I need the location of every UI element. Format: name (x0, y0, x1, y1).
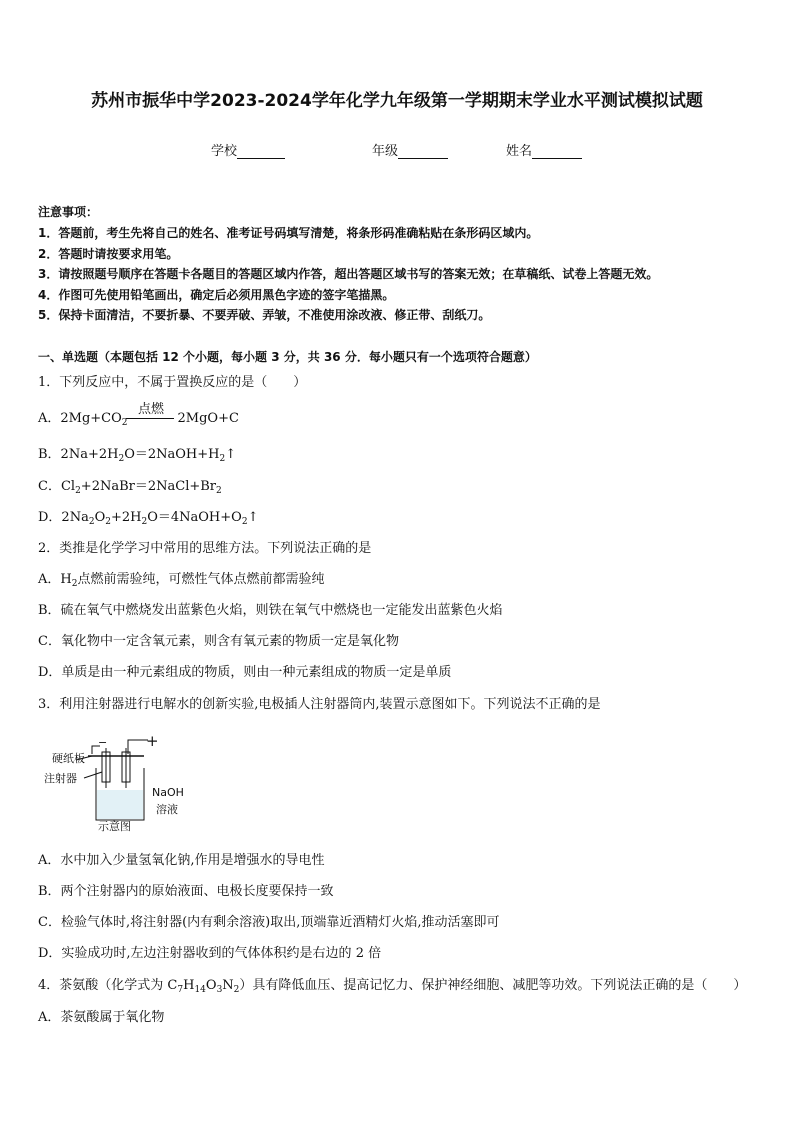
notice-item-2: 2．答题时请按要求用笔。 (38, 247, 179, 261)
q4-option-a[interactable]: A．茶氨酸属于氧化物 (38, 1010, 165, 1025)
q2-option-b[interactable]: B．硫在氧气中燃烧发出蓝紫色火焰，则铁在氧气中燃烧也一定能发出蓝紫色火焰 (38, 603, 503, 618)
label-solution: 溶液 (156, 803, 178, 816)
q1-reaction-condition: 点燃 (137, 402, 164, 417)
section-heading: 一、单选题（本题包括 12 个小题，每小题 3 分，共 36 分．每小题只有一个选项符合题意） (38, 350, 537, 364)
q3-option-b[interactable]: B．两个注射器内的原始液面、电极长度要保持一致 (38, 884, 334, 899)
q3-stem: 3．利用注射器进行电解水的创新实验,电极插人注射器筒内,装置示意图如下。下列说法不正确的是 (38, 697, 601, 712)
label-syringe: 注射器 (44, 772, 77, 785)
name-label: 姓名 (506, 144, 533, 159)
q2-option-d[interactable]: D．单质是由一种元素组成的物质，则由一种元素组成的物质一定是单质 (38, 665, 452, 680)
exam-title: 苏州市振华中学2023-2024学年化学九年级第一学期期末学业水平测试模拟试题 (91, 91, 703, 111)
q2-stem: 2．类推是化学学习中常用的思维方法。下列说法正确的是 (38, 541, 372, 556)
electrolysis-diagram (40, 734, 200, 840)
q3-option-c[interactable]: C．检验气体时,将注射器(内有剩余溶液)取出,顶端靠近酒精灯火焰,推动活塞即可 (38, 915, 500, 930)
grade-label: 年级 (372, 144, 399, 159)
notice-heading: 注意事项： (38, 205, 99, 219)
q2-option-c[interactable]: C．氧化物中一定含氧元素，则含有氧元素的物质一定是氧化物 (38, 634, 399, 649)
q1-option-d[interactable]: D．$2Na_2O_2+2H_2O=4NaOH+O_2↑$ (38, 510, 259, 527)
school-label: 学校 (211, 144, 238, 159)
notice-item-4: 4．作图可先使用铅笔画出，确定后必须用黑色字迹的签字笔描黑。 (38, 288, 395, 302)
label-board: 硬纸板 (52, 752, 85, 765)
plus-sign: + (146, 734, 159, 750)
school-field[interactable] (211, 140, 285, 159)
notice-item-3: 3．请按照题号顺序在答题卡各题目的答题区域内作答，超出答题区域书写的答案无效；在草稿纸、试卷上答题无效。 (38, 267, 659, 281)
name-field[interactable] (506, 140, 582, 159)
notice-item-5: 5．保持卡面清洁，不要折暴、不要弄破、弄皱，不准使用涂改液、修正带、刮纸刀。 (38, 308, 491, 322)
minus-sign: − (98, 736, 108, 749)
right-wire (128, 740, 148, 754)
q1-option-c[interactable]: C．$Cl_2+2NaBr=2NaCl+Br_2$ (38, 479, 222, 496)
grade-blank[interactable] (398, 144, 448, 159)
notice-item-1: 1．答题前，考生先将自己的姓名、准考证号码填写清楚，将条形码准确粘贴在条形码区域内。 (38, 226, 539, 240)
label-naoh: NaOH (152, 786, 184, 799)
grade-field[interactable] (372, 140, 448, 159)
q1-stem: 1．下列反应中，不属于置换反应的是（ ） (38, 375, 307, 390)
q1-option-b[interactable]: B．$2Na+2H_2O=2NaOH+H_2↑$ (38, 447, 237, 464)
name-blank[interactable] (532, 144, 582, 159)
label-caption: 示意图 (98, 820, 131, 833)
q3-option-d[interactable]: D．实验成功时,左边注射器收到的气体体积约是右边的 2 倍 (38, 946, 382, 961)
q3-option-a[interactable]: A．水中加入少量氢氧化钠,作用是增强水的导电性 (38, 853, 325, 868)
solution-fill (97, 790, 143, 819)
q1-option-a[interactable]: A．$2Mg+CO_2$ 2MgO+C (38, 411, 239, 428)
syringe-leader (84, 772, 102, 778)
q2-option-a[interactable]: A．$H_2$点燃前需验纯，可燃性气体点燃前都需验纯 (38, 572, 325, 589)
school-blank[interactable] (237, 144, 285, 159)
q4-stem: 4．茶氨酸（化学式为 $C_7H_{14}O_3N_2$）具有降低血压、提高记忆力、保护神经细胞、减肥等功效。下列说法正确的是（ ） (38, 978, 747, 995)
